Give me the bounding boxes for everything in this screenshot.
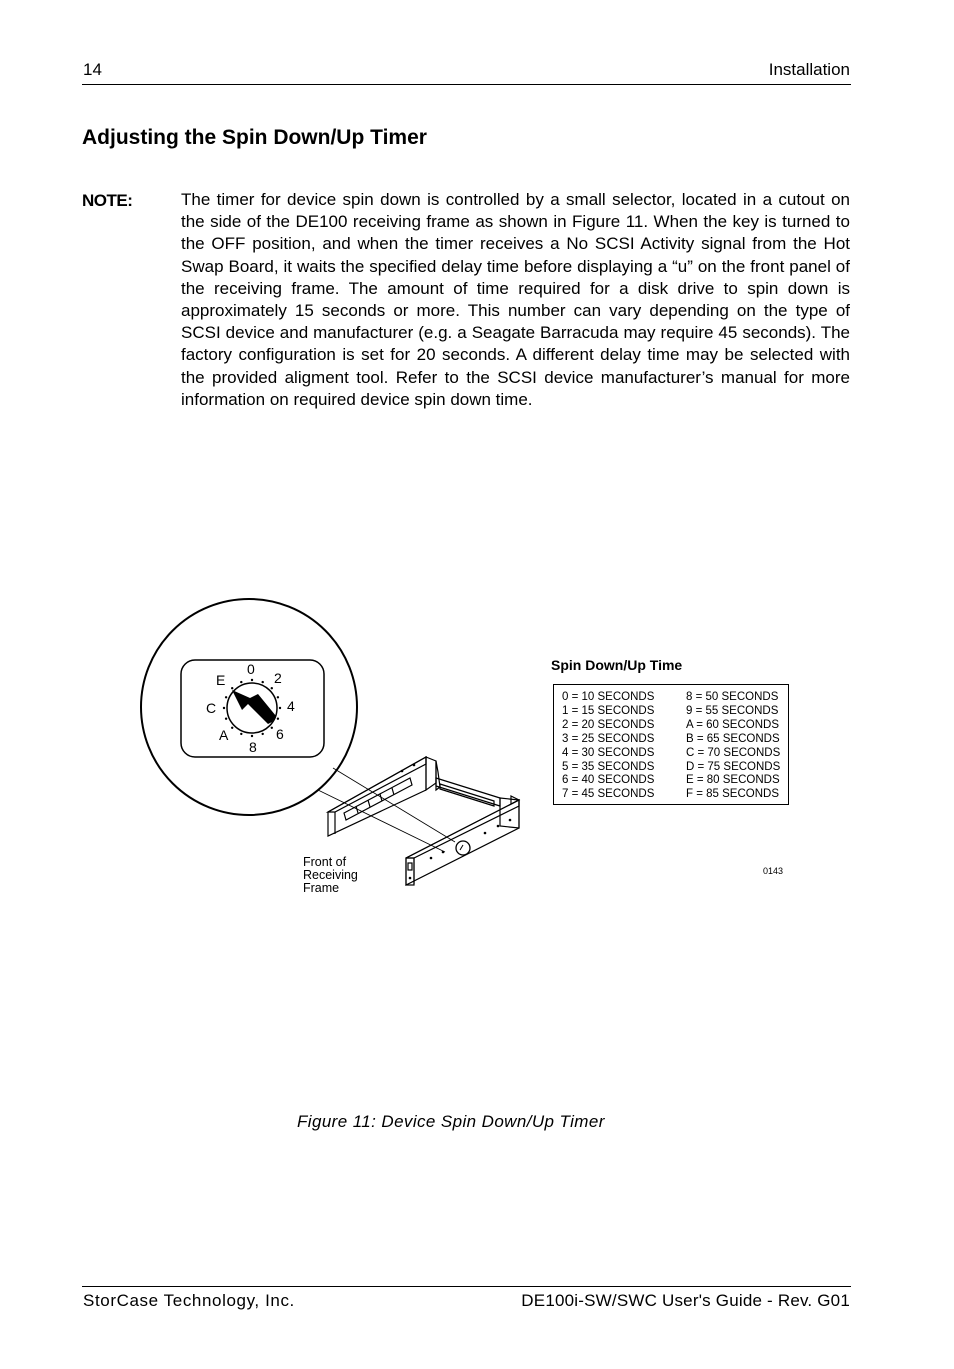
dial-tick xyxy=(251,679,253,681)
table-row: 9 = 55 SECONDS xyxy=(686,704,779,717)
table-row: E = 80 SECONDS xyxy=(686,774,780,787)
footer-guide-title: DE100i-SW/SWC User's Guide - Rev. G01 xyxy=(521,1291,850,1310)
note-label: NOTE: xyxy=(82,191,133,210)
dial-tick xyxy=(240,733,242,735)
dial-label-2: 2 xyxy=(274,670,282,686)
dial-label-8: 8 xyxy=(249,739,257,755)
table-title: Spin Down/Up Time xyxy=(551,657,683,673)
dial-label-c: C xyxy=(206,700,217,716)
table-row: 8 = 50 SECONDS xyxy=(686,691,779,703)
table-row: 6 = 40 SECONDS xyxy=(562,774,655,787)
table-row: 2 = 20 SECONDS xyxy=(562,718,655,731)
page-title: Adjusting the Spin Down/Up Timer xyxy=(82,126,427,149)
dial-tick xyxy=(277,718,279,720)
table-row: 0 = 10 SECONDS xyxy=(562,691,655,703)
footer-company: StorCase Technology, Inc. xyxy=(83,1291,295,1310)
dial-tick xyxy=(271,727,273,729)
page-number: 14 xyxy=(83,60,102,79)
dial-label-e: E xyxy=(216,672,226,688)
dial-label-4: 4 xyxy=(287,698,295,714)
front-of-frame-label xyxy=(303,856,358,895)
note-body: The timer for device spin down is controlled by a small selector, located in a cutout on the side of the DE100 receiving frame as shown in Figure 11. When the key is turned to the OFF position, and when the timer receives a No SCSI Activity signal from the Hot Swap Board, it waits the specified delay time before displaying a “u” on the front panel of the receiving frame. The amount of time required for a disk drive to spin down is approximately 15 seconds or more. This number can vary depending on the type of SCSI device and manufacturer (e.g. a Seagate Barracuda may require 45 seconds). The factory configuration is set for 20 seconds. A different delay time may be selected with the provided aligment tool. Refer to the SCSI device manufacturer’s manual for more information on required device spin down time. xyxy=(181,190,850,409)
spin-time-table xyxy=(553,684,789,805)
dial-pointer xyxy=(232,690,276,724)
rotary-dial xyxy=(223,679,281,737)
dial-tick xyxy=(271,687,273,689)
dial-tick xyxy=(225,718,227,720)
table-row: 3 = 25 SECONDS xyxy=(562,732,655,745)
dial-tick xyxy=(277,696,279,698)
table-row: A = 60 SECONDS xyxy=(686,718,779,731)
figure-caption: Figure 11: Device Spin Down/Up Timer xyxy=(297,1112,605,1131)
dial-tick xyxy=(231,727,233,729)
front-label-line: Front of xyxy=(303,855,347,869)
dial-tick xyxy=(279,707,281,709)
dial-label-a: A xyxy=(219,727,229,743)
dial-label-6: 6 xyxy=(276,726,284,742)
table-row: 5 = 35 SECONDS xyxy=(562,760,655,773)
table-row: 7 = 45 SECONDS xyxy=(562,788,655,801)
dial-tick xyxy=(231,687,233,689)
table-column-right xyxy=(686,691,780,802)
table-row: 4 = 30 SECONDS xyxy=(562,746,655,759)
dial-tick xyxy=(223,707,225,709)
table-row: D = 75 SECONDS xyxy=(686,760,781,773)
table-row: F = 85 SECONDS xyxy=(686,788,779,801)
table-column-left xyxy=(562,691,654,802)
figure-number: 0143 xyxy=(763,866,784,876)
front-label-line: Frame xyxy=(303,881,340,895)
front-label-line: Receiving xyxy=(303,868,358,882)
dial-tick xyxy=(251,735,253,737)
dial-tick xyxy=(262,733,264,735)
frame-screw-holes xyxy=(401,764,512,880)
table-row: 1 = 15 SECONDS xyxy=(562,704,655,717)
dial-tick xyxy=(240,681,242,683)
dial-tick xyxy=(225,696,227,698)
table-row: C = 70 SECONDS xyxy=(686,746,781,759)
dial-label-0: 0 xyxy=(247,661,255,677)
section-header: Installation xyxy=(768,60,850,79)
table-row: B = 65 SECONDS xyxy=(686,732,780,745)
footer-divider xyxy=(82,1286,851,1287)
dial-tick xyxy=(262,681,264,683)
